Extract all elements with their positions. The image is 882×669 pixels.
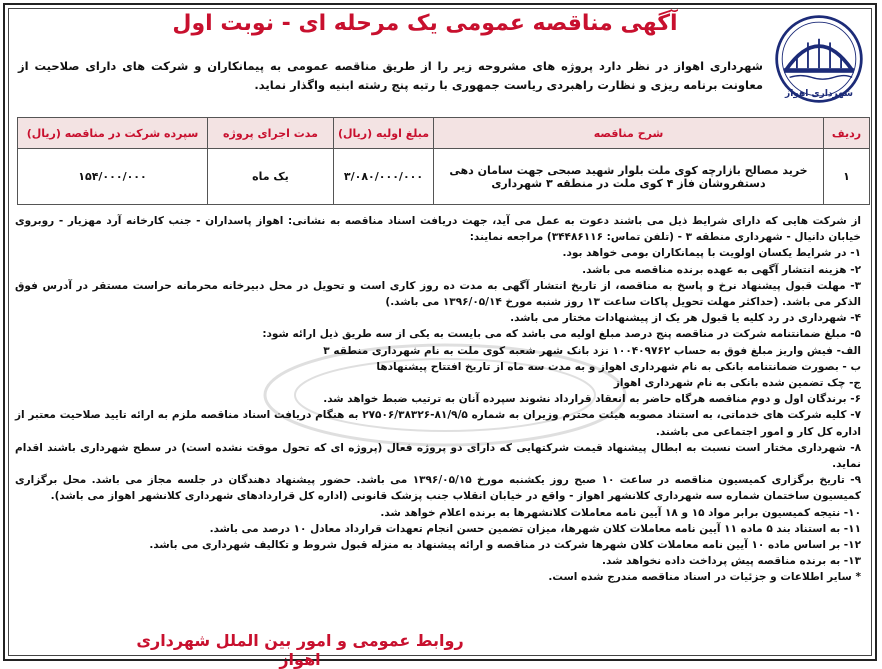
condition-item: ۴- شهرداری در رد کلیه یا قبول هر یک از پیشنهادات مختار می باشد. bbox=[510, 312, 861, 325]
header-description: شرح مناقصه bbox=[434, 118, 824, 149]
logo-caption: شهرداری اهواز bbox=[785, 89, 853, 99]
header-row-number: ردیف bbox=[824, 118, 870, 149]
condition-item: ۸- شهرداری مختار است نسبت به ابطال پیشنهاد قیمت شرکتهایی که دارای دو پروژه فعال (پروژه ای که تحول موقت نشده است) در سطح شهرداری باشند اقدام نماید. bbox=[15, 441, 861, 471]
condition-item: ۱۱- به استناد بند ۵ ماده ۱۱ آیین نامه معاملات کلان شهرها، میزان تضمین حسن انجام تعهدات قرارداد معادل ۱۰ درصد می باشد. bbox=[209, 522, 861, 535]
condition-item: ۳- مهلت قبول پیشنهاد نرخ و پاسخ به مناقصه، از تاریخ انتشار آگهی به مدت ده روز کاری است و تحویل در محل دبیرخانه محرمانه حراست مستقر در آدرس فوق الذکر می باشد. (حداکثر مهلت تحویل پاکات ساعت ۱۳ روز شنبه مورخ ۱۳۹۶/۰۵/۱۴ می باشد.) bbox=[15, 279, 861, 309]
cell-initial-price: ۳/۰۸۰/۰۰۰/۰۰۰ bbox=[334, 149, 434, 205]
conditions-list bbox=[15, 213, 861, 586]
condition-item: الف- فیش واریز مبلغ فوق به حساب ۱۰۰۴۰۹۷۶۲ نزد بانک شهر شعبه کوی ملت به نام شهرداری منطقه ۳ bbox=[323, 344, 861, 357]
header-duration: مدت اجرای پروژه bbox=[208, 118, 334, 149]
tender-table bbox=[17, 117, 870, 205]
cell-deposit: ۱۵۴/۰۰۰/۰۰۰ bbox=[18, 149, 208, 205]
condition-item: ۱- در شرایط یکسان اولویت با پیمانکاران بومی خواهد بود. bbox=[562, 247, 861, 260]
cell-description: خرید مصالح بازارچه کوی ملت بلوار شهید صبحی جهت سامان دهی دستفروشان فاز ۴ کوی ملت در منطقه ۳ شهرداری bbox=[434, 149, 824, 205]
condition-item: ۵- مبلغ ضمانتنامه شرکت در مناقصه پنج درصد مبلغ اولیه می باشد که می بایست به یکی از سه طریق ذیل ارائه شود: bbox=[262, 328, 861, 341]
condition-item: ۷- کلیه شرکت های خدماتی، به استناد مصوبه هیئت محترم وزیران به شماره ۸۱/۹/۵-۲۷۵۰۶/۳۸۳۲۶ به هنگام دریافت اسناد مناقصه ملزم به ارائه تایید صلاحیت معتبر از اداره کل کار و امور اجتماعی می باشند. bbox=[15, 409, 861, 438]
footer-signature: روابط عمومی و امور بین الملل شهرداری اهواز bbox=[136, 631, 464, 669]
intro-text: شهرداری اهواز در نظر دارد پروژه های مشروحه زیر را از طریق مناقصه عمومی به پیمانکاران و شرکت های دارای صلاحیت از معاونت برنامه ریزی و نظارت راهبردی ریاست جمهوری با رتبه پنج رشته ابنیه واگذار نماید. bbox=[18, 59, 763, 92]
condition-item: * سایر اطلاعات و جزئیات در اسناد مناقصه مندرج شده است. bbox=[548, 571, 861, 584]
table-row bbox=[18, 149, 870, 205]
notice-frame bbox=[3, 3, 877, 669]
header-deposit: سپرده شرکت در مناقصه (ریال) bbox=[18, 118, 208, 149]
condition-item: ۲- هزینه انتشار آگهی به عهده برنده مناقصه می باشد. bbox=[582, 263, 861, 276]
page-title: آگهی مناقصه عمومی یک مرحله ای - نوبت اول bbox=[172, 11, 678, 36]
condition-item: ب - بصورت ضمانتنامه بانکی به نام شهرداری اهواز و به مدت سه ماه از تاریخ افتتاح پیشنهادها bbox=[376, 360, 861, 373]
condition-item: ۱۰- نتیجه کمیسیون برابر مواد ۱۵ و ۱۸ آیین نامه معاملات کلانشهرها به برنده اعلام خواهد شد. bbox=[380, 506, 861, 519]
cell-row-number: ۱ bbox=[824, 149, 870, 205]
table-header-row bbox=[18, 118, 870, 149]
condition-item: ۱۲- بر اساس ماده ۱۰ آیین نامه معاملات کلان شهرها شرکت در مناقصه و ارائه پیشنهاد به منزله قبول شروط و تکالیف شهرداری می باشد. bbox=[149, 539, 861, 552]
condition-item: ۱۳- به برنده مناقصه پیش پرداخت داده نخواهد شد. bbox=[602, 555, 861, 568]
header-initial-price: مبلغ اولیه (ریال) bbox=[334, 118, 434, 149]
cell-duration: یک ماه bbox=[208, 149, 334, 205]
condition-item: از شرکت هایی که دارای شرایط ذیل می باشند دعوت به عمل می آید، جهت دریافت اسناد مناقصه به نشانی: اهواز پاسداران - جنب کارخانه آرد مهزیار - روبروی خیابان دانیال - شهرداری منطقه ۳ - (تلفن تماس: ۳۴۴۸۶۱۱۶) مراجعه نمایند: bbox=[15, 215, 861, 244]
condition-item: ۶- برندگان اول و دوم مناقصه هرگاه حاضر به انعقاد قرارداد نشوند سپرده آنان به ترتیب ضبط خواهد شد. bbox=[323, 393, 861, 406]
condition-item: ۹- تاریخ برگزاری کمیسیون مناقصه در ساعت ۱۰ صبح روز یکشنبه مورخ ۱۳۹۶/۰۵/۱۵ می باشد. حضور پیشنهاد دهندگان در جلسه مجاز می باشد. محل برگزاری کمیسیون ساختمان شماره سه شهرداری کلانشهر اهواز - واقع در خیابان انقلاب جنب پزشک قانونی (اداره کل قراردادهای شهرداری کلانشهر اهواز می باشد). bbox=[15, 474, 861, 503]
condition-item: ج- چک تضمین شده بانکی به نام شهرداری اهواز bbox=[613, 377, 861, 390]
